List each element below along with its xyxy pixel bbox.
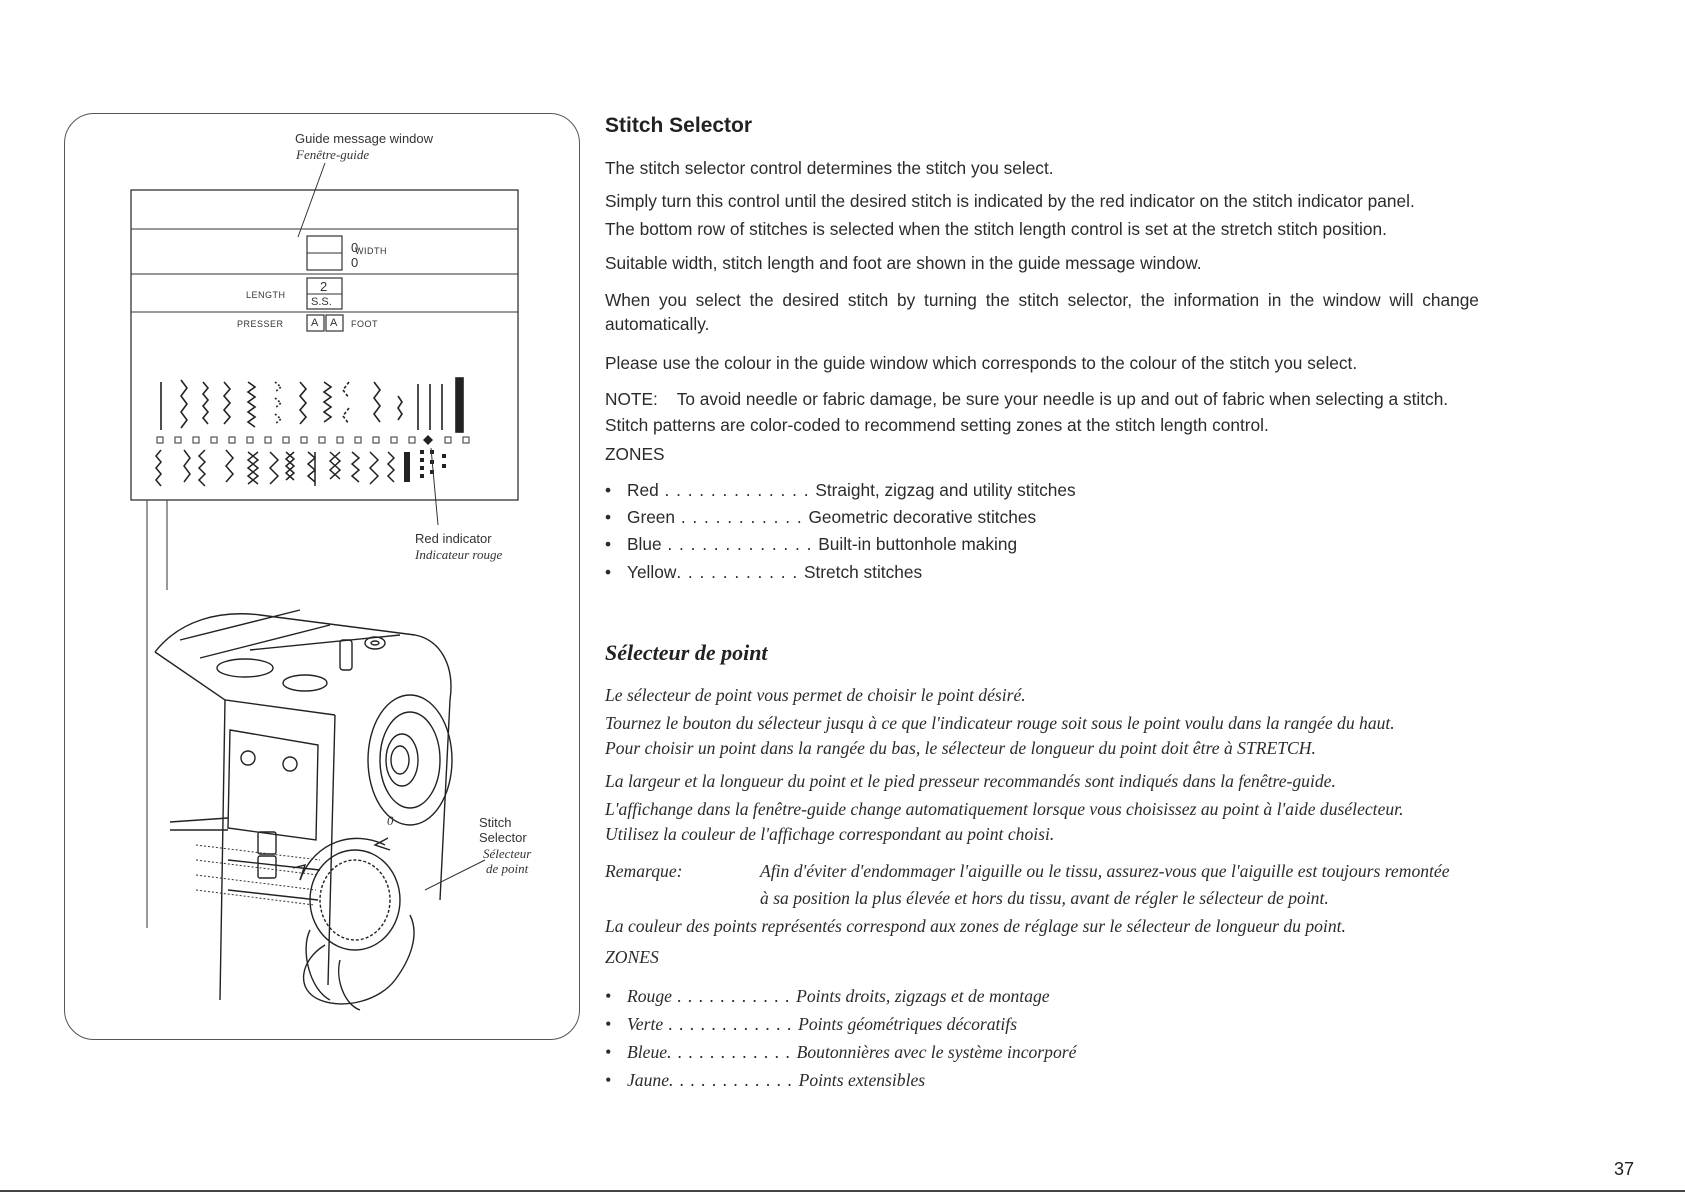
zone-desc: Stretch stitches (803, 562, 923, 582)
zone-desc: Boutonnières avec le système incorporé (796, 1042, 1077, 1062)
en-zone-red: • Red . . . . . . . . . . . . . Straight, zigzag and utility stitches (605, 480, 1076, 500)
en-zone-yellow: • Yellow . . . . . . . . . . . Stretch stitches (605, 562, 923, 582)
zone-dots: . . . . . . . . . . . . (669, 1070, 799, 1090)
fr-line-6: Utilisez la couleur de l'affichage correspondant au point choisi. (605, 824, 1055, 844)
en-zones-title: ZONES (605, 444, 665, 464)
fr-zone-verte: • Verte . . . . . . . . . . . . Points géométriques décoratifs (605, 1014, 1018, 1034)
fr-line-2: Tournez le bouton du sélecteur jusqu à ce que l'indicateur rouge soit sous le point voulu dans la rangée du haut. (605, 713, 1395, 733)
en-line-3: The bottom row of stitches is selected when the stitch length control is set at the stretch stitch position. (605, 219, 1387, 239)
foot-letter-1: A (311, 317, 319, 329)
zone-dots: . . . . . . . . . . . (675, 507, 809, 527)
red-indicator-label-en: Red indicator (415, 531, 492, 546)
french-heading: Sélecteur de point (605, 640, 768, 665)
guide-window-label-fr: Fenêtre-guide (296, 147, 370, 162)
width-value-top: 0 (351, 240, 359, 255)
zone-name: Bleue (627, 1042, 668, 1062)
fr-line-5: L'affichange dans la fenêtre-guide change automatiquement lorsque vous choisissez au point à l'aide dusélecteur. (605, 799, 1404, 819)
stitch-selector-label-en-1: Stitch (479, 815, 512, 830)
stitch-selector-label-en-2: Selector (479, 830, 527, 845)
zone-desc: Points droits, zigzags et de montage (796, 986, 1050, 1006)
zone-name: Verte (627, 1014, 664, 1034)
en-line-1: The stitch selector control determines the stitch you select. (605, 158, 1054, 178)
fr-line-4: La largeur et la longueur du point et le pied presseur recommandés sont indiqués dans la fenêtre-guide. (605, 771, 1336, 791)
zone-name: Yellow (627, 562, 677, 582)
en-line-2: Simply turn this control until the desired stitch is indicated by the red indicator on the stitch indicator panel. (605, 191, 1415, 211)
fr-line-3: Pour choisir un point dans la rangée du bas, le sélecteur de longueur du point doit être à STRETCH. (605, 738, 1316, 758)
fr-zones-title: ZONES (605, 947, 659, 967)
fr-line-1: Le sélecteur de point vous permet de choisir le point désiré. (605, 685, 1026, 705)
width-caption: WIDTH (355, 246, 387, 256)
fr-remarque-1: Afin d'éviter d'endommager l'aiguille ou le tissu, assurez-vous que l'aiguille est toujours remontée (760, 861, 1450, 881)
fr-zone-jaune: • Jaune . . . . . . . . . . . . Points extensibles (605, 1070, 926, 1090)
zone-desc: Points extensibles (798, 1070, 926, 1090)
en-line-9: Stitch patterns are color-coded to recommend setting zones at the stitch length control. (605, 415, 1269, 435)
en-zone-green: • Green . . . . . . . . . . . Geometric decorative stitches (605, 507, 1037, 527)
zone-dots: . . . . . . . . . . . . (663, 1014, 799, 1034)
en-note: NOTE: To avoid needle or fabric damage, be sure your needle is up and out of fabric when selecting a stitch. (605, 389, 1449, 409)
zone-dots: . . . . . . . . . . . (676, 562, 804, 582)
zone-name: Rouge (627, 986, 672, 1006)
fr-remarque-2: à sa position la plus élevée et hors du tissu, avant de régler le sélecteur de point. (760, 888, 1329, 908)
en-line-5: When you select the desired stitch by turning the stitch selector, the information in the window will change (605, 290, 1479, 310)
fr-zone-bleue: • Bleue . . . . . . . . . . . . Boutonnières avec le système incorporé (605, 1042, 1077, 1062)
en-line-4: Suitable width, stitch length and foot are shown in the guide message window. (605, 253, 1202, 273)
fr-zone-rouge: • Rouge . . . . . . . . . . . Points droits, zigzags et de montage (605, 986, 1050, 1006)
width-value-bottom: 0 (351, 255, 359, 270)
guide-window-label-en: Guide message window (295, 131, 434, 146)
zone-desc: Points géométriques décoratifs (798, 1014, 1018, 1034)
zone-desc: Geometric decorative stitches (808, 507, 1037, 527)
zone-dots: . . . . . . . . . . . . . (658, 480, 816, 500)
en-line-7: Please use the colour in the guide window which corresponds to the colour of the stitch you select. (605, 353, 1358, 373)
stitch-selector-label-fr-1: Sélecteur (483, 846, 532, 861)
zone-dots: . . . . . . . . . . . (671, 986, 797, 1006)
zone-name: Blue (627, 534, 662, 554)
page-number: 37 (1614, 1159, 1635, 1179)
red-indicator-label-fr: Indicateur rouge (415, 547, 503, 562)
length-caption: LENGTH (246, 290, 286, 300)
zone-dots: . . . . . . . . . . . . . (661, 534, 819, 554)
zone-name: Red (627, 480, 659, 500)
en-zone-blue: • Blue . . . . . . . . . . . . . Built-in buttonhole making (605, 534, 1018, 554)
length-value-top: 2 (320, 279, 328, 294)
zone-name: Jaune (627, 1070, 670, 1090)
english-heading: Stitch Selector (605, 114, 753, 137)
stitch-selector-label-fr-2: de point (486, 861, 529, 876)
zone-dots: . . . . . . . . . . . . (667, 1042, 797, 1062)
en-line-6: automatically. (605, 314, 710, 334)
zone-name: Green (627, 507, 676, 527)
foot-letter-2: A (330, 317, 338, 329)
zone-desc: Built-in buttonhole making (818, 534, 1018, 554)
fr-line-9: La couleur des points représentés correspond aux zones de réglage sur le sélecteur de longueur du point. (605, 916, 1346, 936)
length-value-bottom: S.S. (311, 296, 332, 308)
fr-remarque-label: Remarque: (605, 861, 683, 881)
foot-caption: FOOT (351, 319, 378, 329)
presser-caption: PRESSER (237, 319, 284, 329)
knob-zero-mark: 0 (387, 813, 394, 828)
zone-desc: Straight, zigzag and utility stitches (815, 480, 1076, 500)
